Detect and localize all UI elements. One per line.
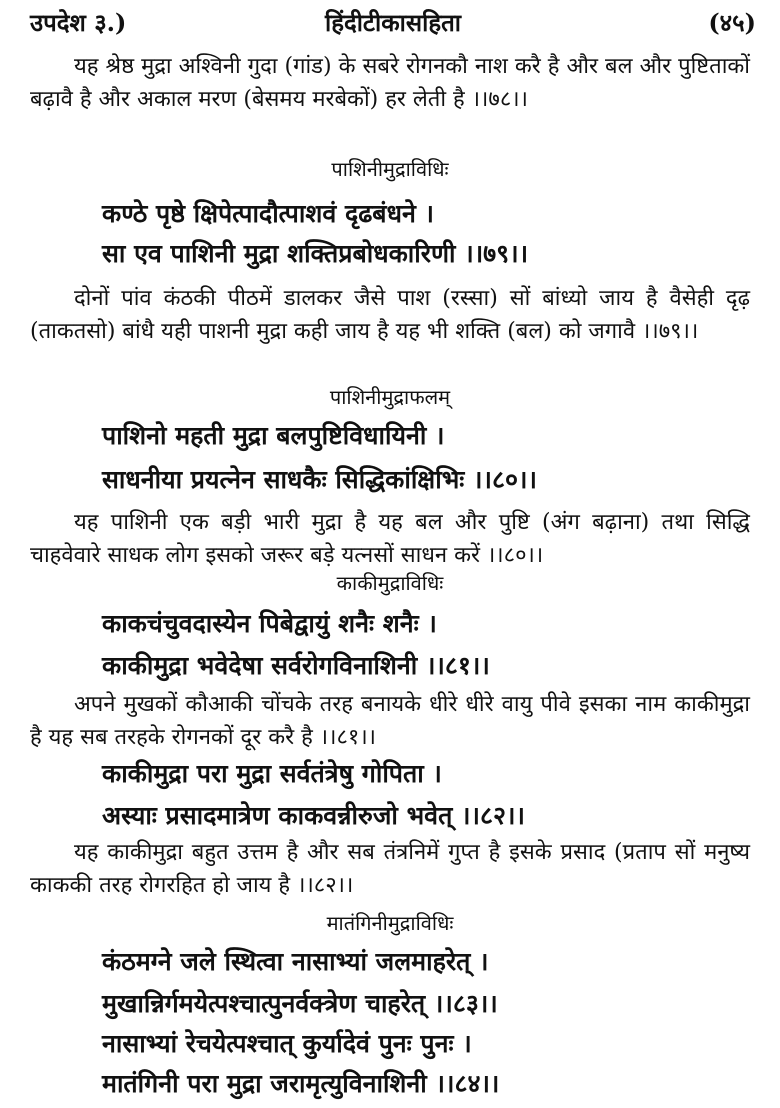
section-heading: मातंगिनीमुद्राविधिः [326, 911, 454, 935]
running-title: हिंदीटीकासहिता [325, 8, 461, 37]
section-heading: काकीमुद्राविधिः [336, 571, 444, 595]
sanskrit-verse-line: पाशिनो महती मुद्रा बलपुष्टिविधायिनी । [102, 421, 445, 450]
chapter-label: उपदेश ३.) [30, 8, 127, 37]
sanskrit-verse-line: अस्याः प्रसादमात्रेण काकवन्नीरुजो भवेत् ।।८२।। [102, 801, 525, 830]
page-number: (४५) [708, 8, 756, 37]
commentary-paragraph: अपने मुखकों कौआकी चोंचके तरह बनायके धीरे धीरे वायु पीवे इसका नाम काकीमुद्रा है यह सब तरहके रोगनकों दूर करै है ।।८१।। [30, 692, 750, 750]
sanskrit-verse-line: साधनीया प्रयत्नेन साधकैः सिद्धिकांक्षिभिः ।।८०।। [102, 465, 537, 494]
commentary-paragraph: यह श्रेष्ठ मुद्रा अश्विनी गुदा (गांड) के सबरे रोगनकौ नाश करै है और बल और पुष्टिताकों बढ़ावै है और अकाल मरण (बेसमय मरबेकों) हर लेती है ।।७८।। [30, 54, 750, 112]
sanskrit-verse-line: कण्ठे पृष्ठे क्षिपेत्पादौत्पाशवं दृढबंधने । [102, 199, 435, 228]
commentary-paragraph: यह पाशिनी एक बड़ी भारी मुद्रा है यह बल और पुष्टि (अंग बढ़ाना) तथा सिद्धि चाहवेवारे साधक लोग इसको जरूर बड़े यत्नसों साधन करें ।।८०।। [30, 510, 750, 568]
sanskrit-verse-line: कंठमग्ने जले स्थित्वा नासाभ्यां जलमाहरेत् । [102, 947, 489, 976]
sanskrit-verse-line: काकचंचुवदास्येन पिबेद्वायुं शनैः शनैः । [102, 609, 437, 638]
sanskrit-verse-line: काकीमुद्रा भवेदेषा सर्वरोगविनाशिनी ।।८१।। [102, 651, 490, 680]
section-heading: पाशिनीमुद्राफलम् [329, 385, 451, 409]
page-header [30, 6, 756, 40]
sanskrit-verse-line: काकीमुद्रा परा मुद्रा सर्वतंत्रेषु गोपिता । [102, 759, 442, 788]
commentary-paragraph: यह काकीमुद्रा बहुत उत्तम है और सब तंत्रनिमें गुप्त है इसके प्रसाद (प्रताप सों मनुष्य काककी तरह रोगरहित हो जाय है ।।८२।। [30, 840, 751, 898]
sanskrit-verse-line: सा एव पाशिनी मुद्रा शक्तिप्रबोधकारिणी ।।७९।। [102, 239, 529, 268]
commentary-paragraph: दोनों पांव कंठकी पीठमें डालकर जैसे पाश (रस्सा) सों बांध्यो जाय है वैसेही दृढ़ (ताकतसो) बांधै यही पाशनी मुद्रा कही जाय है यह भी शक्ति (बल) को जगावै ।।७९।। [30, 286, 750, 344]
sanskrit-verse-line: मातंगिनी परा मुद्रा जरामृत्युविनाशिनी ।।८४।। [102, 1069, 500, 1098]
sanskrit-verse-line: मुखान्निर्गमयेत्पश्चात्पुनर्वक्त्रेण चाहरेत् ।।८३।। [102, 989, 498, 1018]
section-heading: पाशिनीमुद्राविधिः [331, 157, 449, 181]
sanskrit-verse-line: नासाभ्यां रेचयेत्पश्चात् कुर्यादेवं पुनः पुनः । [102, 1029, 472, 1058]
